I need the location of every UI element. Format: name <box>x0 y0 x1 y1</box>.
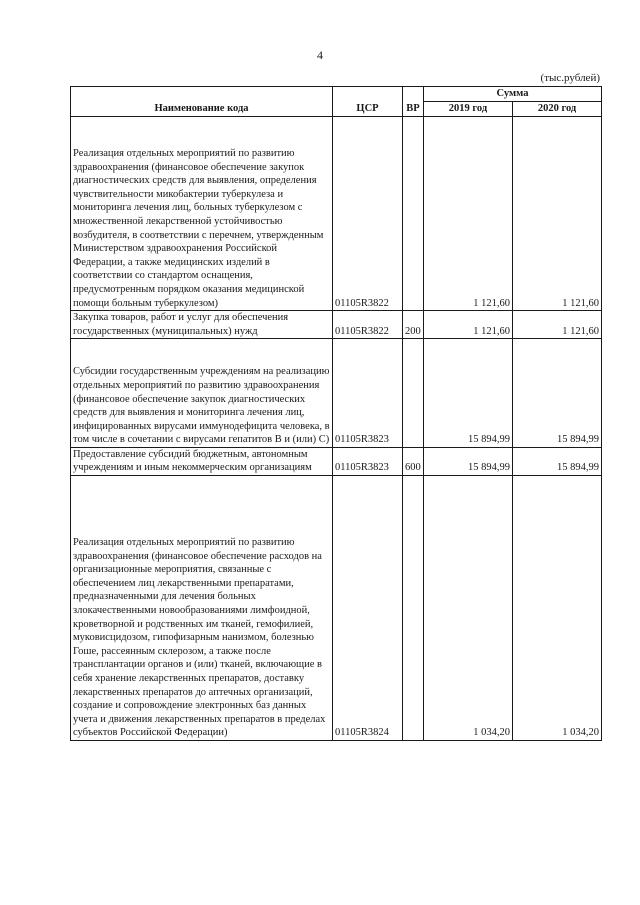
row-name: Субсидии государственным учреждениям на реализацию отдельных мероприятий по развитию здравоохранения (финансовое обеспечение закупок диагностических средств для выявления и мониторинга лечения лиц, инфицированных вирусами иммунодефицита человека, в том числе в сочетании с вирусами гепатитов В и (или) С) <box>73 366 330 446</box>
header-row <box>71 87 602 102</box>
row-value-2020: 1 034,20 <box>513 476 602 741</box>
row-name: Реализация отдельных мероприятий по развитию здравоохранения (финансовое обеспечение расходов на организационные мероприятия, связанные с обеспечением лиц лекарственными препаратами, предназначенными для лечения больных злокачественными новообразованиями лимфоидной, кроветворной и родственных им тканей, гемофилией, муковисцидозом, гипофизарным нанизмом, болезнью Гоше, рассеянным склерозом, а также после трансплантации органов и (или) тканей, включающие в себя хранение лекарственных препаратов, доставку лекарственных препаратов до аптечных организаций, создание и сопровождение электронных баз данных учета и движения лекарственных препаратов в пределах субъектов Российской Федерации) <box>73 537 326 739</box>
row-name: Реализация отдельных мероприятий по развитию здравоохранения (финансовое обеспечение закупок диагностических средств для выявления, определения чувствительности микобактерии туберкулеза и мониторинга лечения лиц, больных туберкулезом с множественной лекарственной устойчивостью возбудителя, в соответствии с перечнем, утвержденным Министерством здравоохранения Российской Федерации, а также медицинских изделий в соответствии со стандартом оснащения, предусмотренным порядком оказания медицинской помощи больным туберкулезом) <box>73 148 324 309</box>
row-vr: 600 <box>403 447 424 475</box>
header-vr: ВР <box>403 87 424 117</box>
table-row <box>71 476 602 741</box>
row-value-2020: 15 894,99 <box>513 339 602 448</box>
row-csr: 01105R3823 <box>333 339 403 448</box>
row-value-2019: 15 894,99 <box>424 447 513 475</box>
header-year-2020: 2020 год <box>513 102 602 117</box>
row-vr <box>403 117 424 311</box>
row-value-2020: 1 121,60 <box>513 117 602 311</box>
header-sum: Сумма <box>424 87 602 102</box>
row-csr: 01105R3822 <box>333 311 403 339</box>
row-name-cell <box>71 117 333 311</box>
row-csr: 01105R3824 <box>333 476 403 741</box>
row-value-2020: 15 894,99 <box>513 447 602 475</box>
row-csr: 01105R3822 <box>333 117 403 311</box>
row-name: Закупка товаров, работ и услуг для обеспечения государственных (муниципальных) нужд <box>71 311 333 339</box>
row-vr <box>403 476 424 741</box>
budget-table <box>70 86 602 741</box>
row-value-2019: 1 121,60 <box>424 117 513 311</box>
header-csr: ЦСР <box>333 87 403 117</box>
row-vr: 200 <box>403 311 424 339</box>
units-label: (тыс.рублей) <box>540 72 600 84</box>
row-value-2019: 15 894,99 <box>424 339 513 448</box>
table-row <box>71 117 602 311</box>
row-value-2019: 1 121,60 <box>424 311 513 339</box>
row-value-2019: 1 034,20 <box>424 476 513 741</box>
header-year-2019: 2019 год <box>424 102 513 117</box>
row-value-2020: 1 121,60 <box>513 311 602 339</box>
row-name-cell <box>71 339 333 448</box>
row-name: Предоставление субсидий бюджетным, автономным учреждениям и иным некоммерческим организациям <box>71 447 333 475</box>
row-vr <box>403 339 424 448</box>
header-name: Наименование кода <box>71 87 333 117</box>
page-number: 4 <box>317 48 323 62</box>
table-row <box>71 339 602 448</box>
table-row <box>71 447 602 475</box>
table-row <box>71 311 602 339</box>
row-csr: 01105R3823 <box>333 447 403 475</box>
row-name-cell <box>71 476 333 741</box>
